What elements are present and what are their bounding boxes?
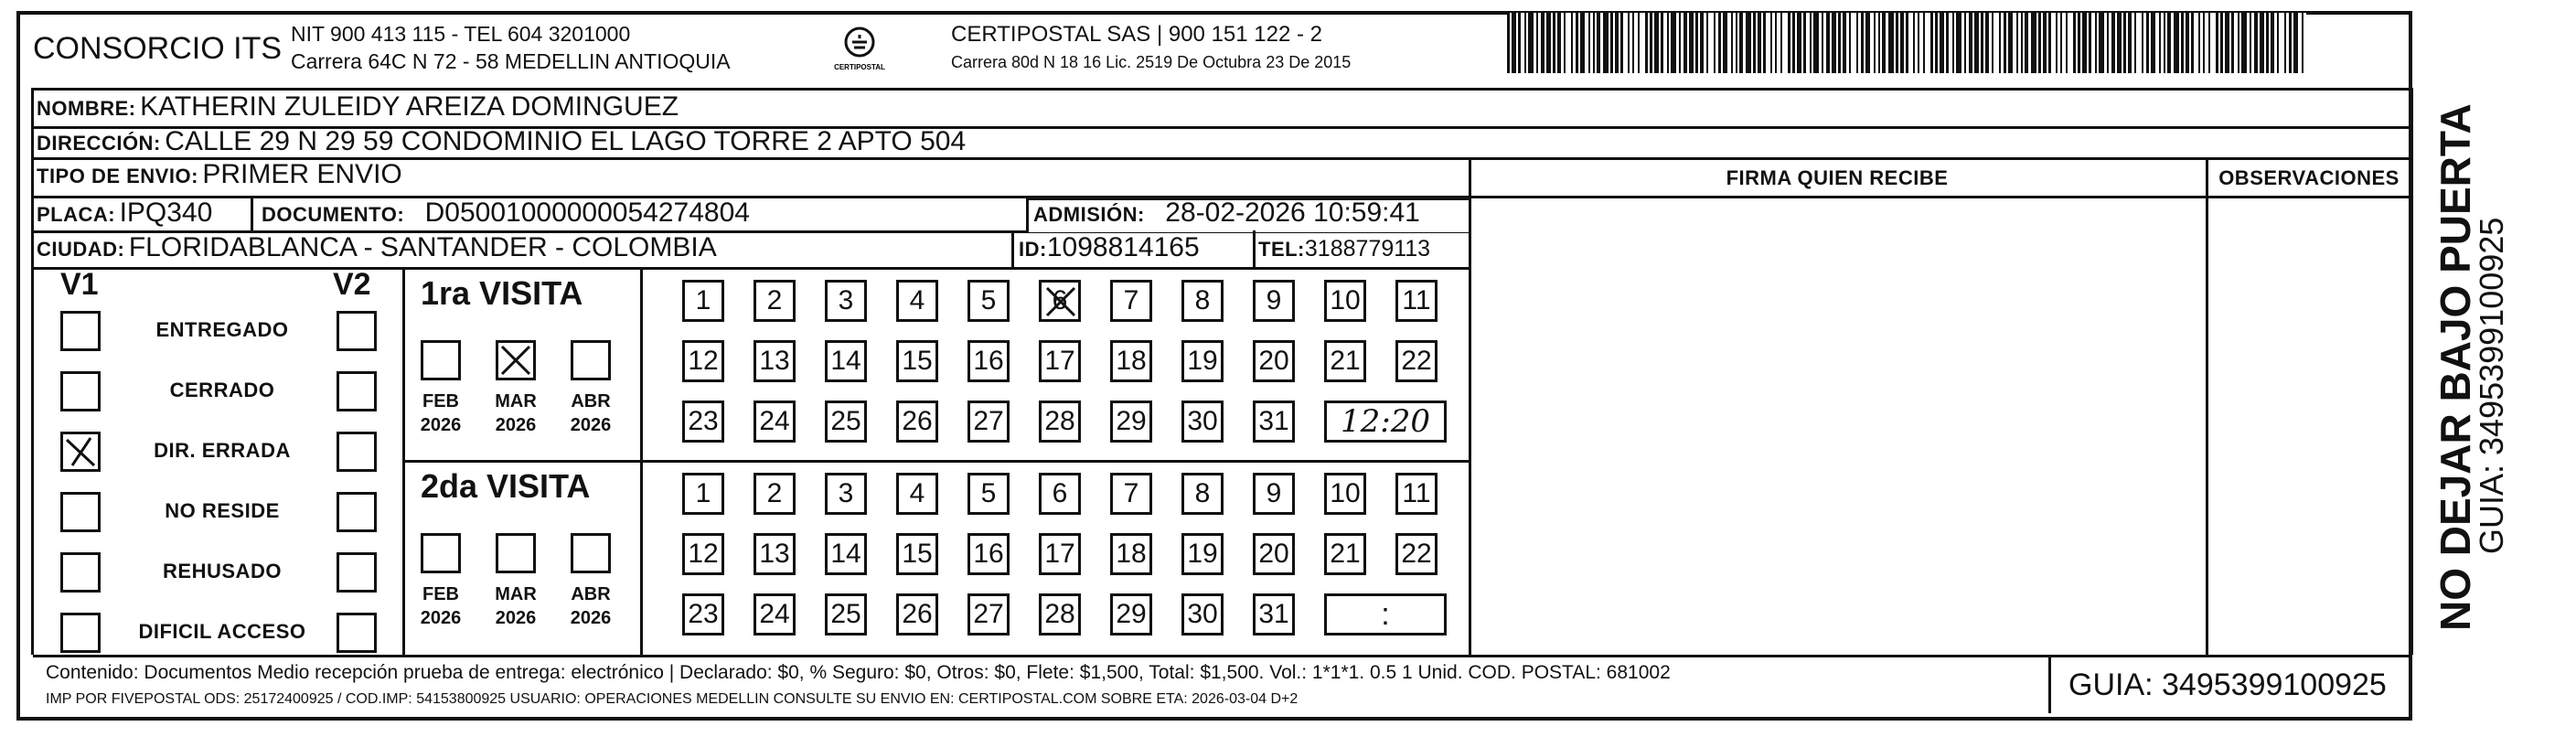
day-box[interactable] [1181,280,1224,322]
day-box[interactable] [1181,533,1224,575]
day-box[interactable] [896,473,938,515]
day-box[interactable] [896,401,938,443]
status-v1-checkbox[interactable] [60,552,101,593]
day-box[interactable] [1253,401,1295,443]
day-number: 18 [1116,539,1147,569]
documento-value: D05001000000054274804 [424,198,750,228]
visit-time: : [1381,596,1390,632]
month-name: MAR [495,391,537,411]
day-number: 31 [1258,406,1289,436]
day-box[interactable] [1395,473,1438,515]
day-number: 7 [1123,478,1139,508]
footer-content: Contenido: Documentos Medio recepción prueba de entrega: electrónico | Declarado: $0, % Seguro: $0, Otros: $0, Flete: $1,500, Total: $1,500. Vol.: 1*1*1. 0.5 1 Unid. COD. POSTAL: 681002 [46,662,1671,683]
day-number: 9 [1266,285,1282,315]
day-number: 3 [838,285,854,315]
day-box[interactable] [1324,533,1366,575]
day-number: 22 [1401,346,1432,376]
day-box[interactable] [1324,340,1366,382]
day-number: 19 [1187,346,1218,376]
month-label [560,390,622,437]
status-v1-checkbox[interactable] [60,311,101,351]
day-number: 24 [759,599,790,629]
day-number: 7 [1123,285,1139,315]
month-name: MAR [495,584,537,604]
day-number: 17 [1044,539,1075,569]
day-number: 26 [902,406,933,436]
visit-time-box[interactable] [1324,593,1447,636]
day-box[interactable] [1253,593,1295,636]
day-box[interactable] [682,401,724,443]
day-box[interactable] [825,340,867,382]
day-number: 16 [973,539,1004,569]
day-number: 20 [1258,346,1289,376]
day-box[interactable] [1181,473,1224,515]
day-box[interactable] [754,340,796,382]
day-box[interactable] [1253,533,1295,575]
day-number: 23 [688,406,719,436]
visit-title: 1ra VISITA [421,274,583,312]
company-name: CONSORCIO ITS [33,31,283,66]
day-number: 26 [902,599,933,629]
status-v2-checkbox[interactable] [337,371,377,411]
day-number: 25 [830,599,861,629]
visit-time-box[interactable] [1324,401,1447,443]
day-number: 21 [1330,539,1361,569]
day-box[interactable] [896,340,938,382]
day-box[interactable] [754,401,796,443]
status-label: ENTREGADO [155,318,289,341]
month-name: ABR [571,391,611,411]
day-box[interactable] [1039,280,1081,322]
day-number: 10 [1330,478,1361,508]
day-box[interactable] [682,340,724,382]
certipostal-logo [834,22,885,73]
visit-time: 12:20 [1341,403,1430,440]
day-number: 8 [1194,478,1211,508]
day-number: 12 [688,539,719,569]
day-number: 27 [973,599,1004,629]
day-number: 5 [980,285,997,315]
day-box[interactable] [825,593,867,636]
status-label: DIFICIL ACCESO [138,620,306,643]
day-number: 29 [1116,599,1147,629]
status-v2-checkbox[interactable] [337,613,377,653]
day-number: 9 [1266,478,1282,508]
month-year: 2026 [495,608,537,628]
month-checkbox[interactable] [571,340,611,380]
day-box[interactable] [967,280,1010,322]
day-number: 15 [902,346,933,376]
day-box[interactable] [1181,401,1224,443]
no-dejar-bajo-puerta: NO DEJAR BAJO PUERTA [2432,103,2479,631]
month-year: 2026 [420,608,462,628]
day-box[interactable] [682,280,724,322]
status-v1-checkbox[interactable] [60,492,101,532]
day-box[interactable] [825,280,867,322]
day-number: 28 [1044,599,1075,629]
day-number: 30 [1187,599,1218,629]
observaciones-area[interactable] [2209,199,2409,653]
day-box[interactable] [1039,340,1081,382]
day-box[interactable] [1110,473,1152,515]
day-box[interactable] [1039,473,1081,515]
day-number: 6 [1052,478,1068,508]
day-box[interactable] [754,473,796,515]
day-box[interactable] [1110,593,1152,636]
month-year: 2026 [570,608,612,628]
day-number: 22 [1401,539,1432,569]
day-box[interactable] [896,593,938,636]
admision-label: ADMISIÓN: [1033,203,1145,226]
day-box[interactable] [1253,280,1295,322]
day-number: 18 [1116,346,1147,376]
month-label [485,390,547,437]
day-number: 13 [759,346,790,376]
month-checkbox[interactable] [421,340,461,380]
status-v2-checkbox[interactable] [337,492,377,532]
day-box[interactable] [896,533,938,575]
month-name: FEB [422,584,459,604]
id-value: 1098814165 [1046,232,1200,262]
day-box[interactable] [754,593,796,636]
documento-label: DOCUMENTO: [262,203,405,226]
day-box[interactable] [1110,533,1152,575]
visit-title: 2da VISITA [421,467,591,505]
footer-meta: IMP POR FIVEPOSTAL ODS: 25172400925 / COD.IMP: 54153800925 USUARIO: OPERACIONES MEDELLIN CONSULTE SU ENVIO EN: CERTIPOSTAL.COM SOBRE ETA: 2026-03-04 D+2 [46,691,1299,707]
tipo-envio-label: TIPO DE ENVIO: [37,165,198,187]
courier-name: CERTIPOSTAL SAS | 900 151 122 - 2 [951,22,1322,47]
side-guia: GUIA: 3495399100925 [2473,217,2510,554]
month-label [410,582,472,630]
month-name: FEB [422,391,459,411]
day-box[interactable] [1324,473,1366,515]
day-box[interactable] [1039,401,1081,443]
firma-label: FIRMA QUIEN RECIBE [1726,166,1949,189]
status-v2-checkbox[interactable] [337,311,377,351]
day-box[interactable] [1395,340,1438,382]
day-number: 14 [830,539,861,569]
day-number: 15 [902,539,933,569]
day-number: 13 [759,539,790,569]
month-label [485,582,547,630]
ciudad-label: CIUDAD: [37,238,125,261]
nombre-label: NOMBRE: [37,97,136,120]
tel-value: 3188779113 [1304,236,1431,262]
nombre-value: KATHERIN ZULEIDY AREIZA DOMINGUEZ [140,91,679,122]
status-label: REHUSADO [163,560,282,582]
status-label: CERRADO [169,379,275,401]
observaciones-label: OBSERVACIONES [2218,166,2400,189]
status-v1-checkbox[interactable] [60,371,101,411]
day-box[interactable] [1039,533,1081,575]
day-number: 8 [1194,285,1211,315]
svg-text:CERTIPOSTAL: CERTIPOSTAL [834,63,885,71]
day-box[interactable] [1395,533,1438,575]
day-number: 11 [1402,478,1431,508]
status-v1-checkbox[interactable] [60,432,101,472]
month-checkbox[interactable] [571,533,611,573]
day-box[interactable] [1253,340,1295,382]
firma-area[interactable] [1472,199,2204,653]
id-label: ID: [1019,238,1047,261]
day-box[interactable] [682,533,724,575]
day-number: 14 [830,346,861,376]
day-number: 20 [1258,539,1289,569]
v1-label: V1 [60,267,99,302]
day-box[interactable] [1395,280,1438,322]
day-box[interactable] [825,401,867,443]
day-box[interactable] [967,401,1010,443]
ciudad-value: FLORIDABLANCA - SANTANDER - COLOMBIA [128,232,717,262]
day-box[interactable] [1110,280,1152,322]
day-number: 4 [909,478,925,508]
day-number: 17 [1044,346,1075,376]
status-v2-checkbox[interactable] [337,432,377,472]
day-number: 24 [759,406,790,436]
day-number: 25 [830,406,861,436]
month-checkbox[interactable] [496,533,536,573]
day-box[interactable] [825,533,867,575]
day-box[interactable] [754,280,796,322]
month-checkbox[interactable] [421,533,461,573]
day-box[interactable] [1110,401,1152,443]
month-checkbox[interactable] [496,340,536,380]
day-number: 27 [973,406,1004,436]
day-number: 5 [980,478,997,508]
day-number: 1 [695,285,711,315]
day-box[interactable] [1181,340,1224,382]
direccion-label: DIRECCIÓN: [37,132,161,155]
day-number: 6 [1052,285,1068,315]
day-number: 21 [1330,346,1361,376]
day-number: 3 [838,478,854,508]
day-box[interactable] [1324,280,1366,322]
company-address: Carrera 64C N 72 - 58 MEDELLIN ANTIOQUIA [291,49,731,73]
company-nit: NIT 900 413 115 - TEL 604 3201000 [291,22,631,46]
tel-label: TEL: [1258,238,1305,261]
day-number: 29 [1116,406,1147,436]
day-box[interactable] [967,533,1010,575]
day-number: 10 [1330,285,1361,315]
day-number: 30 [1187,406,1218,436]
barcode [1507,13,2306,73]
day-number: 23 [688,599,719,629]
status-label: DIR. ERRADA [154,439,291,462]
courier-address: Carrera 80d N 18 16 Lic. 2519 De Octubra 23 De 2015 [951,53,1352,71]
status-v1-checkbox[interactable] [60,613,101,653]
day-box[interactable] [967,340,1010,382]
day-number: 2 [766,285,783,315]
placa-label: PLACA: [37,203,116,226]
day-box[interactable] [754,533,796,575]
day-box[interactable] [682,593,724,636]
day-box[interactable] [1253,473,1295,515]
day-number: 19 [1187,539,1218,569]
day-box[interactable] [1110,340,1152,382]
day-box[interactable] [896,280,938,322]
month-label [410,390,472,437]
day-box[interactable] [1039,593,1081,636]
day-box[interactable] [825,473,867,515]
day-number: 11 [1402,285,1431,315]
day-number: 16 [973,346,1004,376]
day-number: 31 [1258,599,1289,629]
day-number: 4 [909,285,925,315]
day-mark-icon [1043,284,1078,319]
month-year: 2026 [570,415,612,435]
admision-value: 28-02-2026 10:59:41 [1165,198,1420,228]
day-number: 1 [695,478,711,508]
month-year: 2026 [420,415,462,435]
tipo-envio-value: PRIMER ENVIO [202,159,402,189]
month-year: 2026 [495,415,537,435]
day-box[interactable] [682,473,724,515]
day-box[interactable] [967,593,1010,636]
status-label: NO RESIDE [165,499,280,522]
v2-label: V2 [333,267,371,302]
placa-value: IPQ340 [119,198,213,228]
day-box[interactable] [1181,593,1224,636]
month-label [560,582,622,630]
direccion-value: CALLE 29 N 29 59 CONDOMINIO EL LAGO TORRE 2 APTO 504 [165,126,967,156]
status-v2-checkbox[interactable] [337,552,377,593]
day-number: 28 [1044,406,1075,436]
day-box[interactable] [967,473,1010,515]
month-name: ABR [571,584,611,604]
day-number: 2 [766,478,783,508]
day-number: 12 [688,346,719,376]
footer-guia: GUIA: 3495399100925 [2068,668,2387,702]
